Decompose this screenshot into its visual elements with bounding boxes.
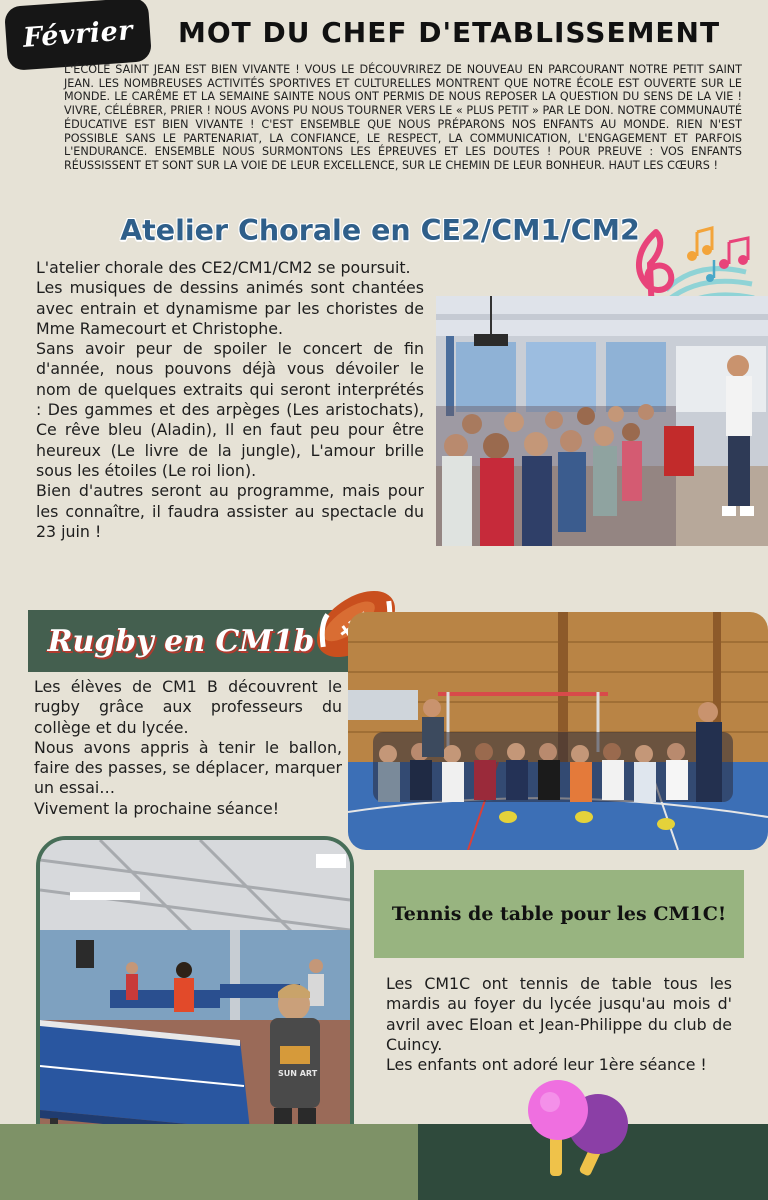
chorale-photo (436, 296, 768, 546)
tennis-paragraph: Les enfants ont adoré leur 1ère séance ! (386, 1055, 707, 1075)
rugby-paragraph: Les élèves de CM1 B découvrent le rugby grâce aux professeurs du collège et du lycée. (34, 677, 342, 737)
page-title: MOT DU CHEF D'ETABLISSEMENT (178, 16, 721, 49)
chorale-paragraph: Bien d'autres seront au programme, mais pour les connaître, il faudra assister au spectacle du 23 juin ! (36, 481, 424, 541)
chorale-paragraph: Les musiques de dessins animés sont chantées avec entrain et dynamisme par les choristes de Mme Ramecourt et Christophe. (36, 278, 424, 338)
tennis-photo (36, 836, 354, 1168)
ping-pong-paddles-icon (520, 1072, 638, 1182)
rugby-photo (348, 612, 768, 850)
footer-bar-left (0, 1124, 418, 1200)
tennis-section-title: Tennis de table pour les CM1C! (391, 903, 727, 925)
chorale-paragraph: L'atelier chorale des CE2/CM1/CM2 se poursuit. (36, 258, 411, 277)
shirt-print-text: SUN ART (278, 1069, 318, 1078)
tennis-paragraph: Les CM1C ont tennis de table tous les mardis au foyer du lycée jusqu'au mois d' avril avec Eloan et Jean-Philippe du club de Cuincy. (386, 974, 732, 1054)
rugby-section-text (34, 677, 342, 819)
rugby-section-title: Rugby en CM1b (47, 624, 315, 659)
rugby-paragraph: Vivement la prochaine séance! (34, 798, 280, 818)
chorale-section-title: Atelier Chorale en CE2/CM1/CM2 (120, 214, 640, 247)
tennis-section-text (386, 974, 732, 1075)
month-badge (4, 0, 152, 71)
chorale-section-text (36, 258, 424, 542)
chorale-paragraph: Sans avoir peur de spoiler le concert de fin d'année, nous pouvons déjà vous dévoiler le nom de quelques extraits qui seront interprétés : Des gammes et des arpèges (Les aristochats), Ce rêve bleu (Aladin), Il en faut peu pour être heureux (Le livre de la jungle), L'amour brille sous les étoiles (Le roi lion). (36, 339, 424, 480)
month-badge-label: Février (22, 14, 134, 54)
principal-message: L'ÉCOLE SAINT JEAN EST BIEN VIVANTE ! VOUS LE DÉCOUVRIREZ DE NOUVEAU EN PARCOURANT NOTRE PETIT SAINT JEAN. LES NOMBREUSES ACTIVITÉS SPORTIVES ET CULTURELLES MONTRENT QUE NOTRE ÉCOLE EST OUVERTE SUR LE MONDE. LE CARÊME ET LA SEMAINE SAINTE NOUS ONT PERMIS DE NOUS REPOSER LA QUESTION DU SENS DE LA VIE ! VIVRE, CÉLÉBRER, PRIER ! NOUS AVONS PU NOUS TOURNER VERS LE « PLUS PETIT » PAR LE DON. NOTRE COMMUNAUTÉ ÉDUCATIVE EST BIEN VIVANTE ! C'EST ENSEMBLE QUE NOUS PRÉPARONS NOS ENFANTS AU MONDE. RIEN N'EST POSSIBLE SANS LE PARTENARIAT, LA CONFIANCE, LE RESPECT, LA COMMUNICATION, L'ENGAGEMENT ET PARFOIS L'ENDURANCE. ENSEMBLE NOUS SURMONTONS LES ÉPREUVES ET LES DOUTES ! POUR PREUVE : VOS ENFANTS RÉUSSISSENT ET SONT SUR LA VOIE DE LEUR EXCELLENCE, SUR LE CHEMIN DE LEUR BONHEUR. HAUT LES CŒURS ! (64, 63, 742, 172)
rugby-paragraph: Nous avons appris à tenir le ballon, faire des passes, se déplacer, marquer un essai… (34, 737, 342, 798)
